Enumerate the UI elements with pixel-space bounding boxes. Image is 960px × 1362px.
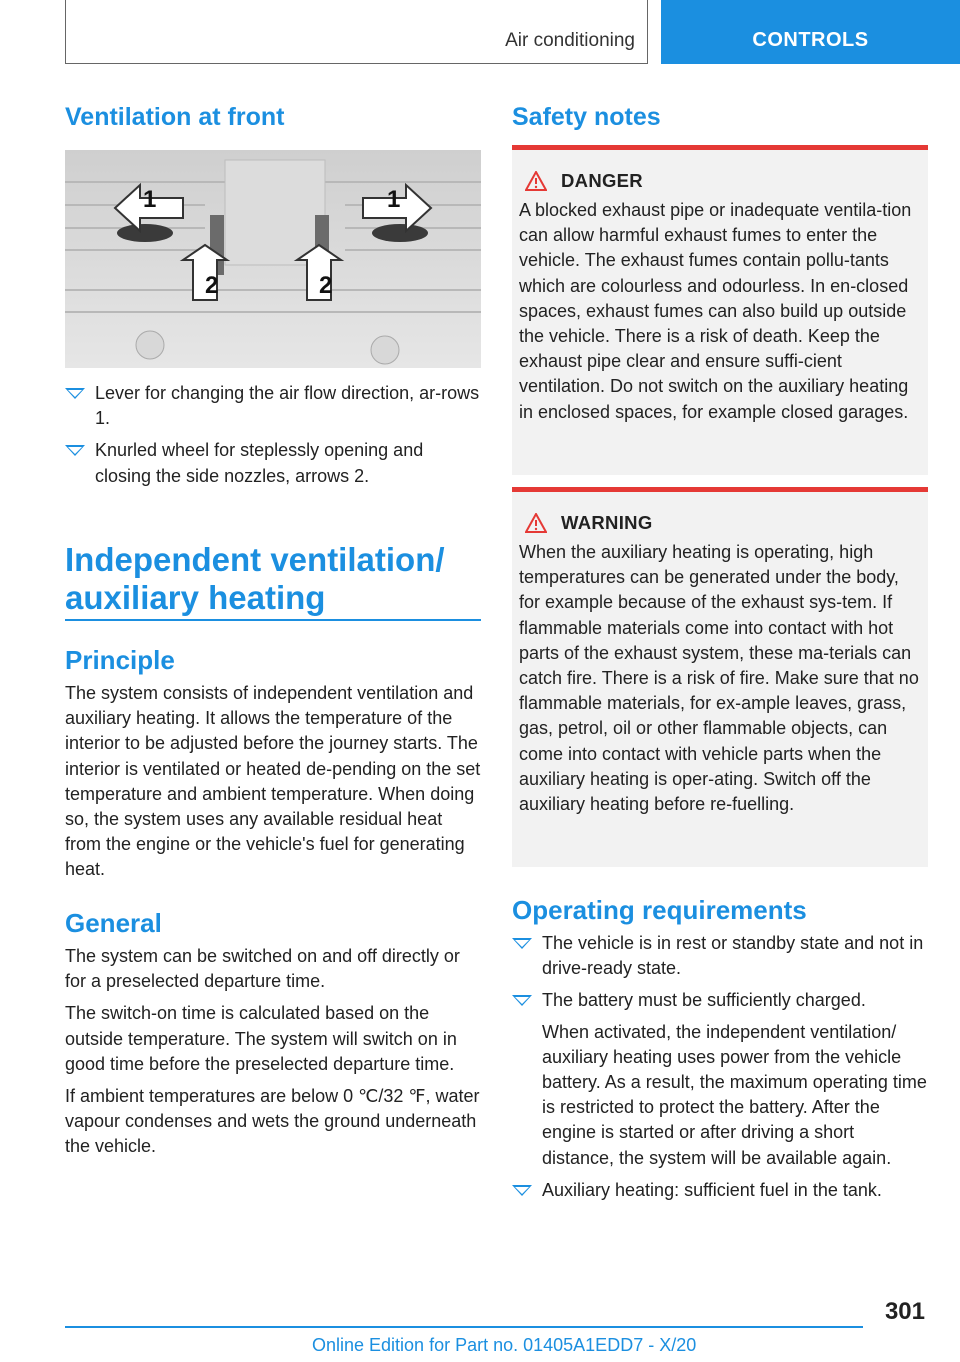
- figure-label: 1: [143, 186, 157, 213]
- warning-text: When the auxiliary heating is operating, high temperatures can be generated under the body, for example because of the exhaust sys‐tem. If flammable materials come into contact with hot parts of the exhaust system, these ma‐terials can catch fire. There is a risk of fire. Make sure that no flammable materials, for ex‐ample leaves, grass, gas, petrol, oil or other flammable objects, can come into contact with vehicle parts when the auxiliary heating is oper‐ating. Switch off the auxiliary heating before re‐fuelling.: [519, 542, 919, 815]
- principle-heading: Principle: [65, 645, 175, 675]
- danger-title: DANGER: [519, 170, 920, 192]
- bullet-triangle-icon: [512, 1185, 532, 1196]
- heading-rule: [65, 619, 481, 621]
- danger-box: [512, 145, 928, 475]
- footer-rule: [65, 1326, 863, 1328]
- main-heading: Independent ventilation/ auxiliary heating: [65, 541, 445, 616]
- bullet-triangle-icon: [512, 995, 532, 1006]
- chapter-tab-label: CONTROLS: [752, 29, 869, 51]
- ventilation-list: [65, 381, 481, 496]
- header-chapter-tab[interactable]: [661, 0, 960, 64]
- ventilation-figure: [65, 150, 481, 368]
- ventilation-heading: Ventilation at front: [65, 103, 285, 131]
- safety-heading: Safety notes: [512, 103, 661, 131]
- page-number: 301: [884, 1298, 925, 1325]
- general-text: The system can be switched on and off directly or for a preselected departure time. The switch-on time is calculated based on the outside temperature. The system will switch on in good time before the preselected departure time. If ambient temperatures are below 0 ℃/32 ℉, water vapour condenses and wets the ground underneath the vehicle.: [65, 946, 480, 1157]
- list-item: Lever for changing the air flow direction, ar‐rows 1.: [65, 381, 481, 431]
- figure-label: 1: [387, 186, 401, 213]
- bullet-triangle-icon: [512, 938, 532, 949]
- warning-triangle-icon: [525, 513, 547, 533]
- bullet-triangle-icon: [65, 388, 85, 399]
- requirements-heading: Operating requirements: [512, 895, 807, 925]
- list-item: The vehicle is in rest or standby state and not in drive-ready state.: [512, 931, 928, 981]
- warning-box: [512, 487, 928, 867]
- list-item: Knurled wheel for steplessly opening and closing the side nozzles, arrows 2.: [65, 438, 481, 488]
- figure-label: 2: [205, 272, 219, 299]
- header-section-title: Air conditioning: [505, 30, 635, 51]
- bullet-triangle-icon: [65, 445, 85, 456]
- battery-note: When activated, the independent ventilation/ auxiliary heating uses power from the vehicle battery. As a result, the maximum operating time is restricted to protect the battery. After the engine is started or after driving a short distance, the system will be available again.: [542, 1021, 927, 1168]
- danger-text: A blocked exhaust pipe or inadequate ventila‐tion can allow harmful exhaust fumes to enter the vehicle. The exhaust fumes contain pollu‐tants which are colourless and odourless. In en‐closed spaces, exhaust fumes can also build up outside the vehicle. There is a risk of death. Keep the exhaust pipe clear and ensure suffi‐cient ventilation. Do not switch on the auxiliary heating in enclosed spaces, for example closed garages.: [519, 200, 912, 422]
- warning-title: WARNING: [519, 512, 920, 534]
- requirements-list: [512, 931, 928, 1210]
- list-item: Auxiliary heating: sufficient fuel in the tank.: [512, 1178, 928, 1203]
- list-item: The battery must be sufficiently charged. When activated, the independent ventilation/ auxiliary heating uses power from the vehicle battery. As a result, the maximum operating time is restricted to protect the battery. After the engine is started or after driving a short distance, the system will be available again.: [512, 988, 928, 1170]
- figure-label: 2: [319, 272, 333, 299]
- footer-edition-link[interactable]: Online Edition for Part no. 01405A1EDD7 - X/20: [312, 1335, 697, 1355]
- principle-text: The system consists of independent ventilation and auxiliary heating. It allows the temperature of the interior to be adjusted before the journey starts. The interior is ventilated or heated de‐pending on the set temperature and ambient temperature. When doing so, the system uses any available residual heat from the engine or the vehicle's fuel for generating heat.: [65, 683, 481, 880]
- warning-triangle-icon: [525, 171, 547, 191]
- general-heading: General: [65, 908, 162, 938]
